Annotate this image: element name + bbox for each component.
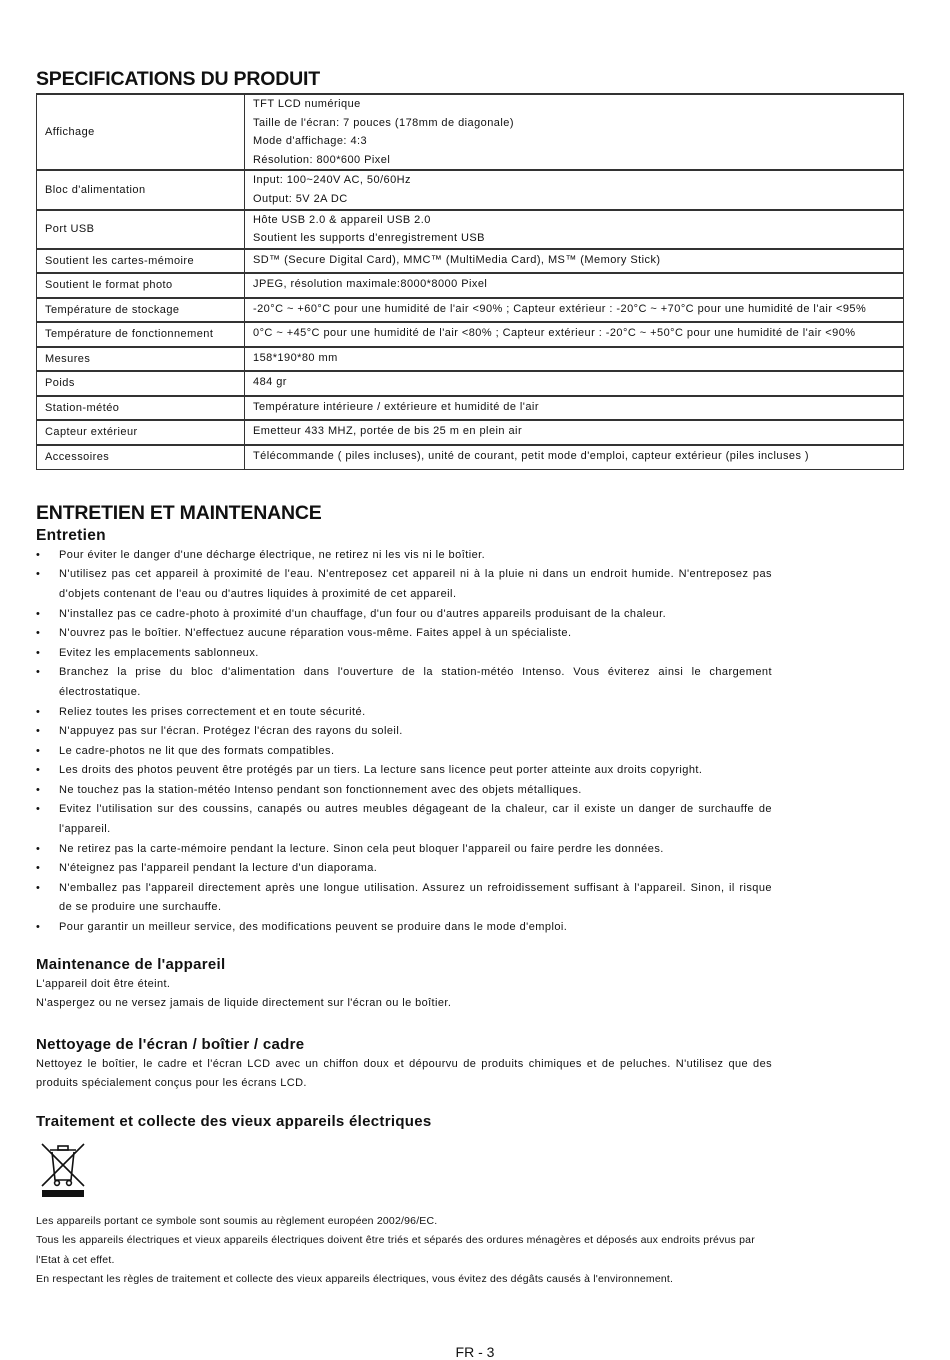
spec-value [245, 273, 904, 298]
spec-value-line: -20°C ~ +60°C pour une humidité de l'air <90% ; Capteur extérieur : -20°C ~ +70°C pour une humidité de l'air <95% [253, 302, 867, 315]
list-item: • N'éteignez pas l'appareil pendant la lecture d'un diaporama. [36, 859, 772, 879]
list-item: • N'appuyez pas sur l'écran. Protégez l'écran des rayons du soleil. [36, 722, 772, 742]
entretien-heading: Entretien [36, 526, 106, 544]
list-item: • Les droits des photos peuvent être protégés par un tiers. La lecture sans licence peut porter atteinte aux droits copyright. [36, 761, 772, 781]
spec-value-line: 158*190*80 mm [253, 351, 338, 364]
spec-value [245, 445, 904, 470]
spec-value [245, 420, 904, 445]
spec-value [245, 322, 904, 347]
spec-value [245, 298, 904, 323]
nettoyage-heading: Nettoyage de l'écran / boîtier / cadre [36, 1035, 305, 1053]
spec-value-line: Température intérieure / extérieure et humidité de l'air [253, 400, 539, 413]
spec-value-line: 484 gr [253, 376, 287, 389]
spec-row [37, 445, 904, 470]
spec-row [37, 396, 904, 421]
spec-value-line: TFT LCD numérique [253, 98, 361, 110]
page-number: FR - 3 [455, 1344, 495, 1360]
list-item: • N'utilisez pas cet appareil à proximité de l'eau. N'entreposez cet appareil ni à la pluie ni dans un endroit humide. N'entreposez pas d'objets contenant de l'eau ou d'autres liquides à proximité de cet appareil. [36, 565, 772, 604]
spec-value-line: Télécommande ( piles incluses), unité de courant, petit mode d'emploi, capteur extérieur (piles incluses ) [253, 449, 810, 462]
spec-label: Poids [37, 371, 245, 396]
spec-value-line: Soutient les supports d'enregistrement USB [253, 232, 485, 245]
list-item: • Evitez les emplacements sablonneux. [36, 644, 772, 664]
list-item: • Pour éviter le danger d'une décharge électrique, ne retirez ni les vis ni le boîtier. [36, 546, 772, 566]
spec-title: SPECIFICATIONS DU PRODUIT [36, 68, 320, 90]
appareil-heading: Maintenance de l'appareil [36, 955, 226, 973]
spec-label: Température de fonctionnement [37, 322, 245, 347]
spec-row [37, 322, 904, 347]
spec-row [37, 249, 904, 274]
spec-value-line: Output: 5V 2A DC [253, 192, 348, 205]
spec-table-body [37, 94, 904, 469]
list-item: • Branchez la prise du bloc d'alimentation dans l'ouverture de la station-météo Intenso. Vous éviterez ainsi le chargement électrostatique. [36, 663, 772, 702]
spec-row [37, 347, 904, 372]
spec-label: Capteur extérieur [37, 420, 245, 445]
spec-value [245, 249, 904, 274]
spec-label: Station-météo [37, 396, 245, 421]
spec-value [245, 210, 904, 249]
spec-label: Bloc d'alimentation [37, 170, 245, 209]
list-item: • N'installez pas ce cadre-photo à proximité d'un chauffage, d'un four ou d'autres appareils produisant de la chaleur. [36, 605, 772, 625]
list-item: • Le cadre-photos ne lit que des formats compatibles. [36, 742, 772, 762]
spec-label: Soutient les cartes-mémoire [37, 249, 245, 274]
traitement-line-1: Les appareils portant ce symbole sont soumis au règlement européen 2002/96/EC. [36, 1214, 438, 1227]
spec-value-line: Mode d'affichage: 4:3 [253, 135, 368, 148]
spec-value [245, 371, 904, 396]
spec-row [37, 371, 904, 396]
spec-value-line: SD™ (Secure Digital Card), MMC™ (MultiMedia Card), MS™ (Memory Stick) [253, 253, 661, 266]
spec-row [37, 210, 904, 249]
spec-row [37, 94, 904, 170]
list-item: • Ne touchez pas la station-météo Intenso pendant son fonctionnement avec des objets métalliques. [36, 781, 772, 801]
spec-label: Mesures [37, 347, 245, 372]
spec-value [245, 347, 904, 372]
traitement-line-3: En respectant les règles de traitement et collecte des vieux appareils électriques, vous évitez des dégâts causés à l'environnement. [36, 1273, 674, 1286]
spec-row [37, 420, 904, 445]
spec-value-line: Emetteur 433 MHZ, portée de bis 25 m en plein air [253, 425, 523, 438]
spec-label: Température de stockage [37, 298, 245, 323]
spec-row [37, 170, 904, 209]
spec-label: Affichage [37, 94, 245, 170]
list-item: • Reliez toutes les prises correctement et en toute sécurité. [36, 703, 772, 723]
list-item: • N'emballez pas l'appareil directement après une longue utilisation. Assurez un refroidissement suffisant à l'appareil. Sinon, il risque de se produire une surchauffe. [36, 879, 772, 918]
spec-row [37, 298, 904, 323]
spec-label: Soutient le format photo [37, 273, 245, 298]
nettoyage-text: Nettoyez le boîtier, le cadre et l'écran LCD avec un chiffon doux et dépourvu de produits chimiques et de peluches. N'utilisez que des produits spécialement conçus pour les écrans LCD. [36, 1057, 772, 1090]
document-page [36, 66, 904, 1290]
list-item: • N'ouvrez pas le boîtier. N'effectuez aucune réparation vous-même. Faites appel à un spécialiste. [36, 624, 772, 644]
spec-value-line: 0°C ~ +45°C pour une humidité de l'air <80% ; Capteur extérieur : -20°C ~ +50°C pour une humidité de l'air <90% [253, 327, 856, 340]
traitement-line-2: Tous les appareils électriques et vieux appareils électriques doivent être triés et séparés des ordures ménagères et déposés aux endroits prévus par l'Etat à cet effet. [36, 1234, 755, 1266]
maintenance-title: ENTRETIEN ET MAINTENANCE [36, 501, 322, 524]
spec-value-line: Résolution: 800*600 Pixel [253, 153, 391, 166]
spec-label: Port USB [37, 210, 245, 249]
appareil-line-2: N'aspergez ou ne versez jamais de liquide directement sur l'écran ou le boîtier. [36, 997, 452, 1010]
spec-value [245, 94, 904, 170]
spec-value-line: JPEG, résolution maximale:8000*8000 Pixel [253, 278, 488, 291]
spec-value-line: Input: 100~240V AC, 50/60Hz [253, 174, 412, 187]
appareil-line-1: L'appareil doit être éteint. [36, 977, 171, 990]
entretien-list [36, 546, 772, 938]
spec-table [36, 93, 904, 470]
spec-value-line: Taille de l'écran: 7 pouces (178mm de diagonale) [253, 116, 514, 129]
list-item: • Evitez l'utilisation sur des coussins, canapés ou autres meubles dégageant de la chaleur, car il existe un danger de surchauffe de l'appareil. [36, 800, 772, 839]
traitement-heading: Traitement et collecte des vieux appareils électriques [36, 1112, 432, 1130]
list-item: • Pour garantir un meilleur service, des modifications peuvent se produire dans le mode d'emploi. [36, 918, 772, 938]
spec-row [37, 273, 904, 298]
spec-value [245, 396, 904, 421]
list-item: • Ne retirez pas la carte-mémoire pendant la lecture. Sinon cela peut bloquer l'appareil ou faire perdre les données. [36, 840, 772, 860]
weee-crossed-bin-icon [38, 1140, 88, 1200]
spec-label: Accessoires [37, 445, 245, 470]
spec-value-line: Hôte USB 2.0 & appareil USB 2.0 [253, 213, 431, 226]
spec-value [245, 170, 904, 209]
